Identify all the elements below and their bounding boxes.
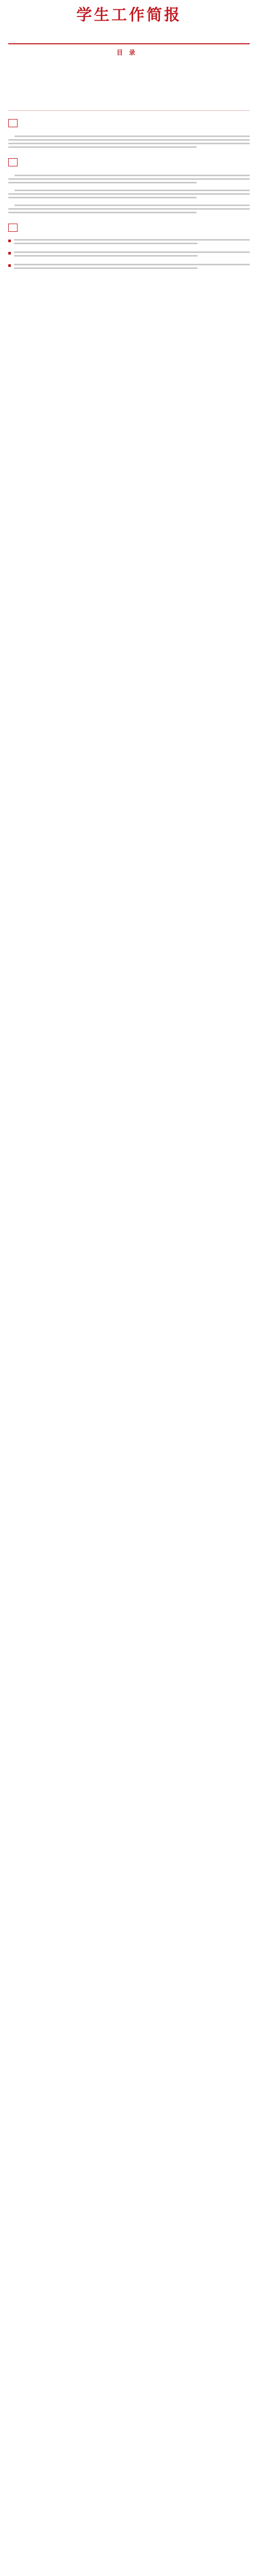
text-line [14,264,250,265]
toc-section-label[interactable] [8,76,250,81]
toc-section-label[interactable] [8,59,250,64]
news-text [14,251,250,259]
toc-item[interactable] [8,92,250,97]
toc-section-label[interactable] [8,99,250,104]
text-line [8,193,250,195]
article-body [8,205,250,213]
text-line [14,251,250,253]
table-of-contents [8,59,250,104]
text-line [14,239,250,241]
toc-item[interactable] [8,87,250,92]
toc-heading: 目录 [116,49,141,56]
section-tag-news [8,224,18,232]
toc-item[interactable] [8,64,250,69]
bullet-icon [8,264,11,267]
text-line [14,135,250,137]
text-line [14,190,250,191]
masthead [8,0,250,44]
text-line [8,197,197,198]
news-text [14,239,250,246]
text-line [14,255,198,257]
divider [8,110,250,111]
bulletin-title: 学生工作简报 [76,6,182,24]
news-text [14,264,250,271]
news-item [8,239,250,246]
masthead-bar [8,36,250,44]
text-line [8,139,250,141]
section-tag-topic [8,119,18,127]
toc-item[interactable] [8,81,250,87]
toc-item[interactable] [8,69,250,74]
text-line [8,146,197,148]
bullet-icon [8,240,11,242]
text-line [8,208,250,210]
text-line [14,243,198,244]
news-item [8,264,250,271]
article-body [8,190,250,198]
bullet-icon [8,252,11,255]
text-line [14,267,198,269]
text-line [8,182,197,183]
news-item [8,251,250,259]
text-line [14,175,250,176]
section-tag-work [8,158,18,166]
text-line [8,143,250,144]
article-body [8,175,250,183]
article-body [8,135,250,148]
text-line [8,178,250,180]
issue-number [8,27,250,33]
text-line [8,212,197,213]
text-line [14,205,250,206]
